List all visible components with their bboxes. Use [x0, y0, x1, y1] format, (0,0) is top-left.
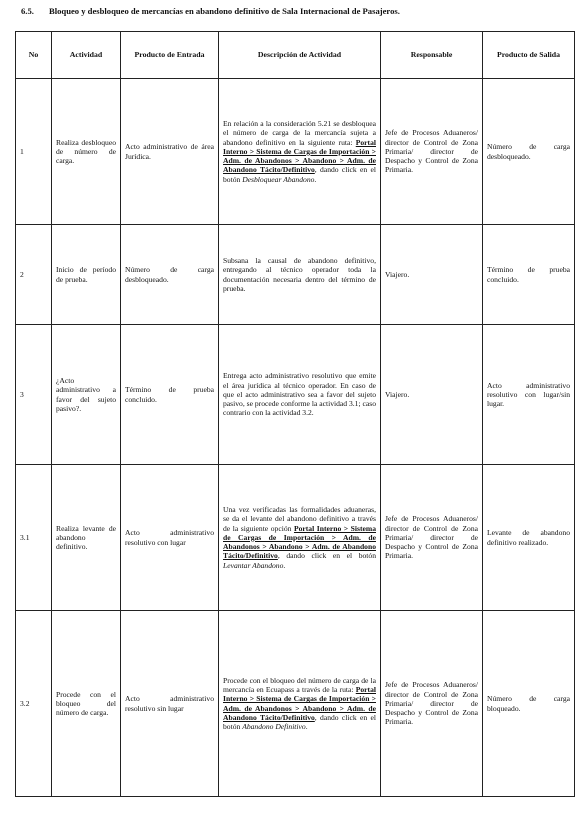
- description-text: Procede con el bloqueo del número de carga de la mercancía en Ecuapass a través de la ruta:: [223, 675, 376, 694]
- input-product-cell: Número de carga desbloqueado.: [121, 225, 219, 325]
- description-cell: [219, 611, 381, 797]
- table-row: [16, 225, 575, 325]
- menu-path: Portal Interno > Sistema de Cargas de Importación > Adm. de Abandonos > Abandono > Adm. de Abandono Tácito/Definitivo: [223, 523, 376, 561]
- menu-path: Portal Interno > Sistema de Cargas de Importación > Adm. de Abandonos > Abandono > Adm. de Abandono Tácito/Definitivo: [223, 685, 376, 722]
- procedure-table: [15, 31, 575, 797]
- responsible-cell: Viajero.: [381, 225, 483, 325]
- table-row: [16, 325, 575, 465]
- activity-cell: Realiza levante de abandono definitivo.: [52, 465, 121, 611]
- section-number: 6.5.: [21, 6, 34, 16]
- table-header-row: [16, 32, 575, 79]
- input-product-cell: Acto administrativo resolutivo con lugar: [121, 465, 219, 611]
- table-row: [16, 465, 575, 611]
- description-cell: [219, 465, 381, 611]
- activity-cell: Procede con el bloqueo del número de carga.: [52, 611, 121, 797]
- description-text: , dando click en el botón: [223, 712, 376, 731]
- row-number: 3.2: [16, 611, 52, 797]
- description-text: Subsana la causal de abandono definitivo, entregando al técnico operador toda la documentación necesaria dentro del término de prueba.: [223, 256, 376, 293]
- column-header-descripcion: Descripción de Actividad: [219, 32, 381, 79]
- responsible-cell: Viajero.: [381, 325, 483, 465]
- section-title: Bloqueo y desbloqueo de mercancías en abandono definitivo de Sala Internacional de Pasajeros.: [49, 6, 400, 16]
- output-product-cell: Número de carga bloqueado.: [483, 611, 575, 797]
- responsible-cell: Jefe de Procesos Aduaneros/ director de Control de Zona Primaria/ director de Despacho y Control de Zona Primaria.: [381, 79, 483, 225]
- menu-path: Portal Interno > Sistema de Cargas de Importación > Adm. de Abandonos > Abandono > Adm. de Abandono Tácito/Definitivo: [223, 137, 376, 175]
- input-product-cell: Acto administrativo de área Jurídica.: [121, 79, 219, 225]
- description-text: .: [305, 722, 308, 731]
- button-name: Levantar Abandono: [223, 560, 284, 570]
- description-text: En relación a la consideración 5.21 se desbloquea el número de carga de la mercancía sujeta a abandono definitivo en la siguiente ruta:: [223, 119, 376, 147]
- responsible-cell: Jefe de Procesos Aduaneros/ director de Control de Zona Primaria/ director de Despacho y Control de Zona Primaria.: [381, 465, 483, 611]
- column-header-producto-salida: Producto de Salida: [483, 32, 575, 79]
- button-name: Abandono Definitivo: [242, 722, 306, 731]
- description-text: .: [314, 174, 317, 184]
- row-number: 2: [16, 225, 52, 325]
- input-product-cell: Acto administrativo resolutivo sin lugar: [121, 611, 219, 797]
- output-product-cell: Término de prueba concluido.: [483, 225, 575, 325]
- responsible-cell: Jefe de Procesos Aduaneros/ director de Control de Zona Primaria/ director de Despacho y Control de Zona Primaria.: [381, 611, 483, 797]
- activity-cell: Inicio de período de prueba.: [52, 225, 121, 325]
- section-heading: [21, 6, 576, 16]
- output-product-cell: Número de carga desbloqueado.: [483, 79, 575, 225]
- input-product-cell: Término de prueba concluido.: [121, 325, 219, 465]
- description-cell: [219, 79, 381, 225]
- description-text: , dando click en el botón: [277, 551, 376, 561]
- description-text: Entrega acto administrativo resolutivo que emite el área jurídica al técnico operador. En caso de que el acto administrativo sea a favor del sujeto pasivo, se procede conforme la actividad 3.1; caso contrario con la actividad 3.2.: [223, 371, 376, 418]
- button-name: Desbloquear Abandono: [242, 174, 315, 184]
- output-product-cell: Acto administrativo resolutivo con lugar/sin lugar.: [483, 325, 575, 465]
- description-text: , dando click en el botón: [223, 165, 376, 184]
- row-number: 3: [16, 325, 52, 465]
- activity-cell: ¿Acto administrativo a favor del sujeto pasivo?.: [52, 325, 121, 465]
- column-header-actividad: Actividad: [52, 32, 121, 79]
- description-text: Una vez verificadas las formalidades aduaneras, se da el levante del abandono definitivo a través de la siguiente opción: [223, 505, 376, 533]
- row-number: 1: [16, 79, 52, 225]
- activity-cell: Realiza desbloqueo de número de carga.: [52, 79, 121, 225]
- row-number: 3.1: [16, 465, 52, 611]
- description-text: .: [283, 560, 286, 570]
- column-header-producto-entrada: Producto de Entrada: [121, 32, 219, 79]
- table-row: [16, 611, 575, 797]
- description-cell: [219, 225, 381, 325]
- column-header-no: No: [16, 32, 52, 79]
- output-product-cell: Levante de abandono definitivo realizado.: [483, 465, 575, 611]
- table-row: [16, 79, 575, 225]
- description-cell: [219, 325, 381, 465]
- column-header-responsable: Responsable: [381, 32, 483, 79]
